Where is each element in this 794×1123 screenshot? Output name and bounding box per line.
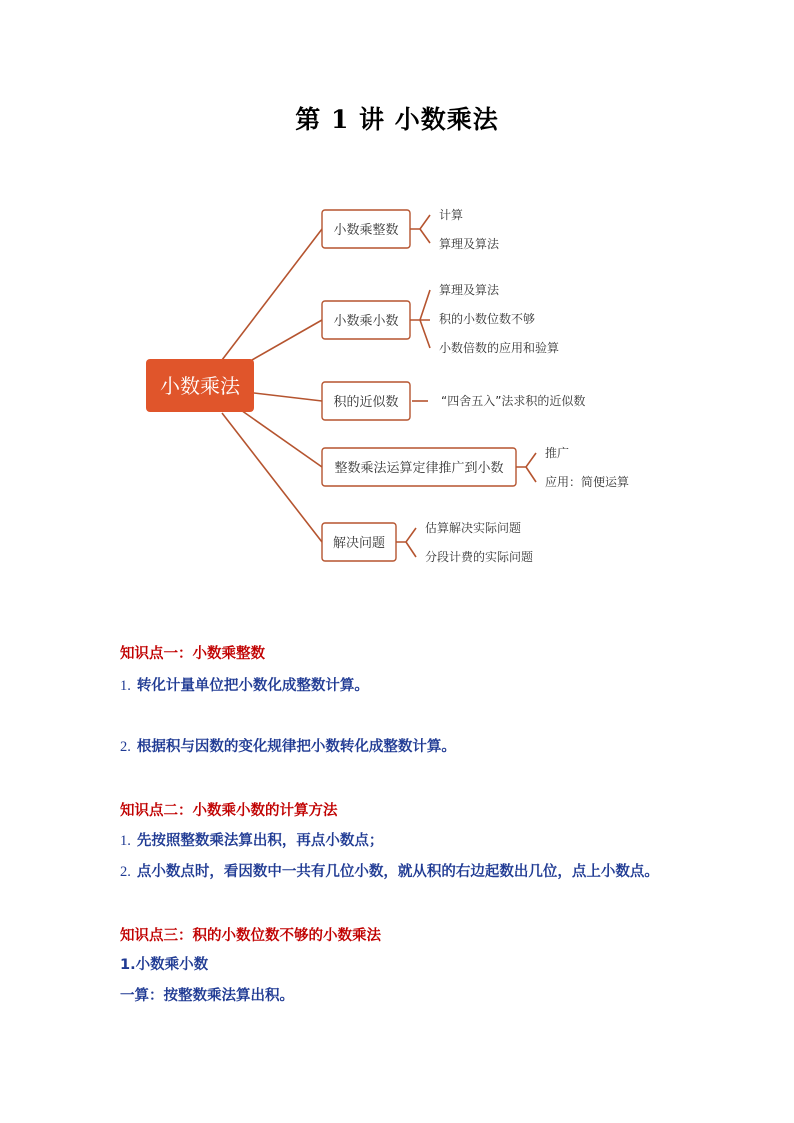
knowledge-point-3-title: 知识点三：积的小数位数不够的小数乘法	[120, 928, 381, 944]
branch-label-2: 小数乘小数	[333, 314, 399, 329]
leaf-4-1: 推广	[545, 446, 570, 460]
knowledge-point-1-item-1	[120, 672, 680, 700]
item-number: 1.	[120, 833, 131, 849]
branch-label-4: 整数乘法运算定律推广到小数	[334, 461, 504, 476]
item-text: 转化计量单位把小数化成整数计算。	[136, 678, 369, 694]
leaf-5-1: 估算解决实际问题	[425, 521, 522, 535]
knowledge-point-2-item-1	[120, 827, 680, 855]
leaf-2-2: 积的小数位数不够	[439, 312, 536, 326]
leaf-2-1: 算理及算法	[439, 283, 500, 297]
branch-label-3: 积的近似数	[333, 395, 399, 410]
mindmap-center-label: 小数乘法	[160, 374, 240, 398]
page-title: 第 1 讲 小数乘法	[295, 105, 499, 134]
item-text: 点小数点时，看因数中一共有几位小数，就从积的右边起数出几位，点上小数点。	[136, 864, 659, 880]
knowledge-point-2-title: 知识点二：小数乘小数的计算方法	[120, 803, 338, 819]
item-text: 根据积与因数的变化规律把小数转化成整数计算。	[136, 739, 456, 755]
leaf-2-3: 小数倍数的应用和验算	[439, 341, 560, 355]
item-number: 2.	[120, 739, 131, 755]
branch-label-5: 解决问题	[332, 536, 386, 551]
knowledge-point-3-item-1: 1.小数乘小数	[120, 957, 209, 973]
leaf-1-1: 计算	[439, 208, 464, 222]
item-text: 先按照整数乘法算出积，再点小数点；	[136, 833, 384, 849]
knowledge-point-2-item-2	[120, 858, 680, 886]
item-number: 2.	[120, 864, 131, 880]
item-number: 1.	[120, 678, 131, 694]
leaf-5-2: 分段计费的实际问题	[425, 550, 534, 564]
branch-label-1: 小数乘整数	[333, 223, 399, 238]
leaf-3-1: “四舍五入”法求积的近似数	[441, 394, 586, 408]
knowledge-point-1-title: 知识点一：小数乘整数	[120, 646, 265, 662]
knowledge-point-1-item-2	[120, 733, 680, 761]
leaf-4-2: 应用：简便运算	[545, 475, 630, 489]
knowledge-point-3-item-2: 一算：按整数乘法算出积。	[120, 988, 294, 1004]
leaf-1-2: 算理及算法	[439, 237, 500, 251]
